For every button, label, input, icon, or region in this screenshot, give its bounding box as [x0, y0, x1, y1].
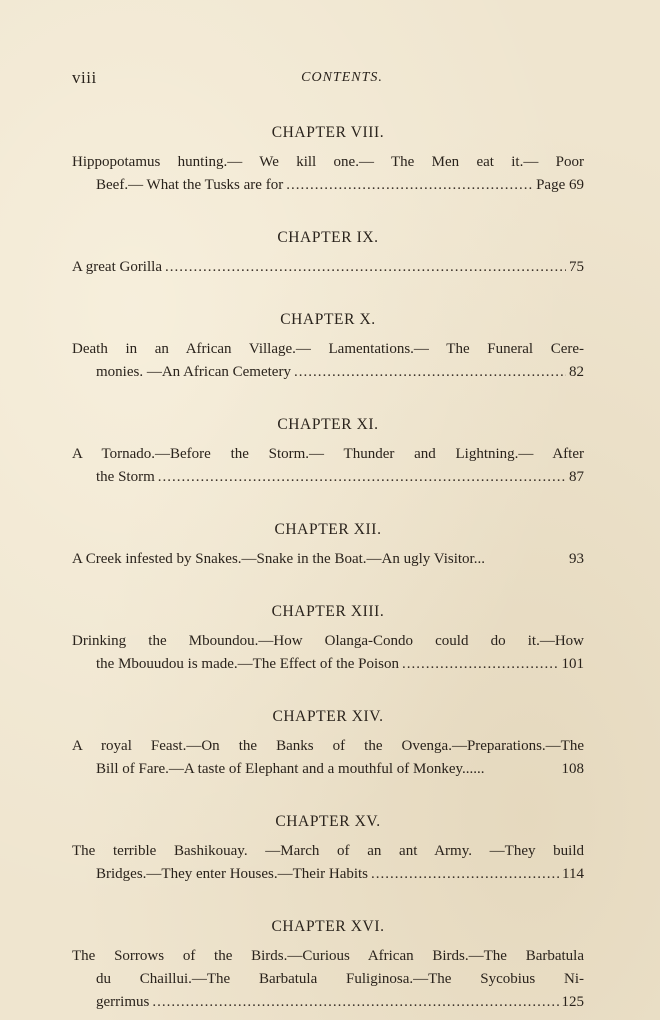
chapter-entry [72, 706, 584, 781]
chapter-entry [72, 811, 584, 886]
dot-leader [371, 863, 559, 886]
summary-line: the Storm [96, 469, 155, 485]
chapter-heading: CHAPTER XIII. [271, 603, 385, 620]
chapter-summary [72, 443, 584, 489]
page-reference: Page 69 [536, 177, 584, 193]
chapter-summary [72, 630, 584, 676]
chapter-heading: CHAPTER XV. [275, 813, 381, 830]
page-reference: 93 [569, 551, 584, 567]
summary-line: The terrible Bashikouay. —March of an ant Army. —They build [72, 843, 584, 859]
page-reference: 114 [562, 866, 584, 882]
page-reference: 108 [561, 761, 584, 777]
chapter-heading: CHAPTER XII. [274, 521, 382, 538]
page-header [72, 68, 582, 92]
chapter-heading: CHAPTER IX. [277, 229, 379, 246]
summary-line: A royal Feast.—On the Banks of the Ovenga.—Preparations.—The [72, 738, 584, 754]
chapter-summary [72, 735, 584, 781]
summary-line: A great Gorilla [72, 259, 162, 275]
chapter-heading: CHAPTER XIV. [272, 708, 384, 725]
page-reference: 82 [569, 364, 584, 380]
summary-line: monies. —An African Cemetery [96, 364, 291, 380]
chapter-entry [72, 519, 584, 571]
chapter-heading: CHAPTER VIII. [271, 124, 385, 141]
table-of-contents [72, 122, 584, 1014]
summary-line: Hippopotamus hunting.— We kill one.— The Men eat it.— Poor [72, 154, 584, 170]
summary-line: du Chaillui.—The Barbatula Fuliginosa.—The Sycobius Ni- [96, 971, 584, 987]
dot-leader [286, 174, 533, 197]
chapter-summary [72, 840, 584, 886]
summary-line: Death in an African Village.— Lamentations.— The Funeral Cere- [72, 341, 584, 357]
chapter-summary [72, 151, 584, 197]
page-number: viii [72, 68, 97, 87]
page-reference: 101 [561, 656, 584, 672]
summary-line: Bridges.—They enter Houses.—Their Habits [96, 866, 369, 882]
page-reference: 87 [569, 469, 584, 485]
summary-line: A Tornado.—Before the Storm.— Thunder and Lightning.— After [72, 446, 584, 462]
dot-leader [294, 361, 566, 384]
chapter-entry [72, 601, 584, 676]
chapter-heading: CHAPTER XI. [277, 416, 379, 433]
summary-line: A Creek infested by Snakes.—Snake in the Boat.—An ugly Visitor... [72, 551, 485, 567]
chapter-summary [72, 945, 584, 1014]
summary-line: Beef.— What the Tusks are for [96, 177, 284, 193]
summary-line: the Mbouudou is made.—The Effect of the Poison [96, 656, 400, 672]
summary-line: gerrimus [96, 994, 150, 1010]
page-reference: 125 [561, 994, 584, 1010]
dot-leader [152, 991, 558, 1014]
chapter-entry [72, 414, 584, 489]
chapter-summary [72, 548, 584, 571]
running-title: CONTENTS. [301, 70, 383, 85]
page-reference: 75 [569, 259, 584, 275]
chapter-heading: CHAPTER X. [280, 311, 376, 328]
chapter-heading: CHAPTER XVI. [271, 918, 385, 935]
summary-line: The Sorrows of the Birds.—Curious African Birds.—The Barbatula [72, 948, 584, 964]
chapter-entry [72, 916, 584, 1014]
chapter-summary [72, 256, 584, 279]
dot-leader [165, 256, 566, 279]
dot-leader [158, 466, 566, 489]
summary-line: Bill of Fare.—A taste of Elephant and a mouthful of Monkey...... [96, 761, 485, 777]
summary-line: Drinking the Mboundou.—How Olanga-Condo could do it.—How [72, 633, 584, 649]
chapter-entry [72, 227, 584, 279]
chapter-entry [72, 122, 584, 197]
chapter-summary [72, 338, 584, 384]
dot-leader [402, 653, 558, 676]
chapter-entry [72, 309, 584, 384]
